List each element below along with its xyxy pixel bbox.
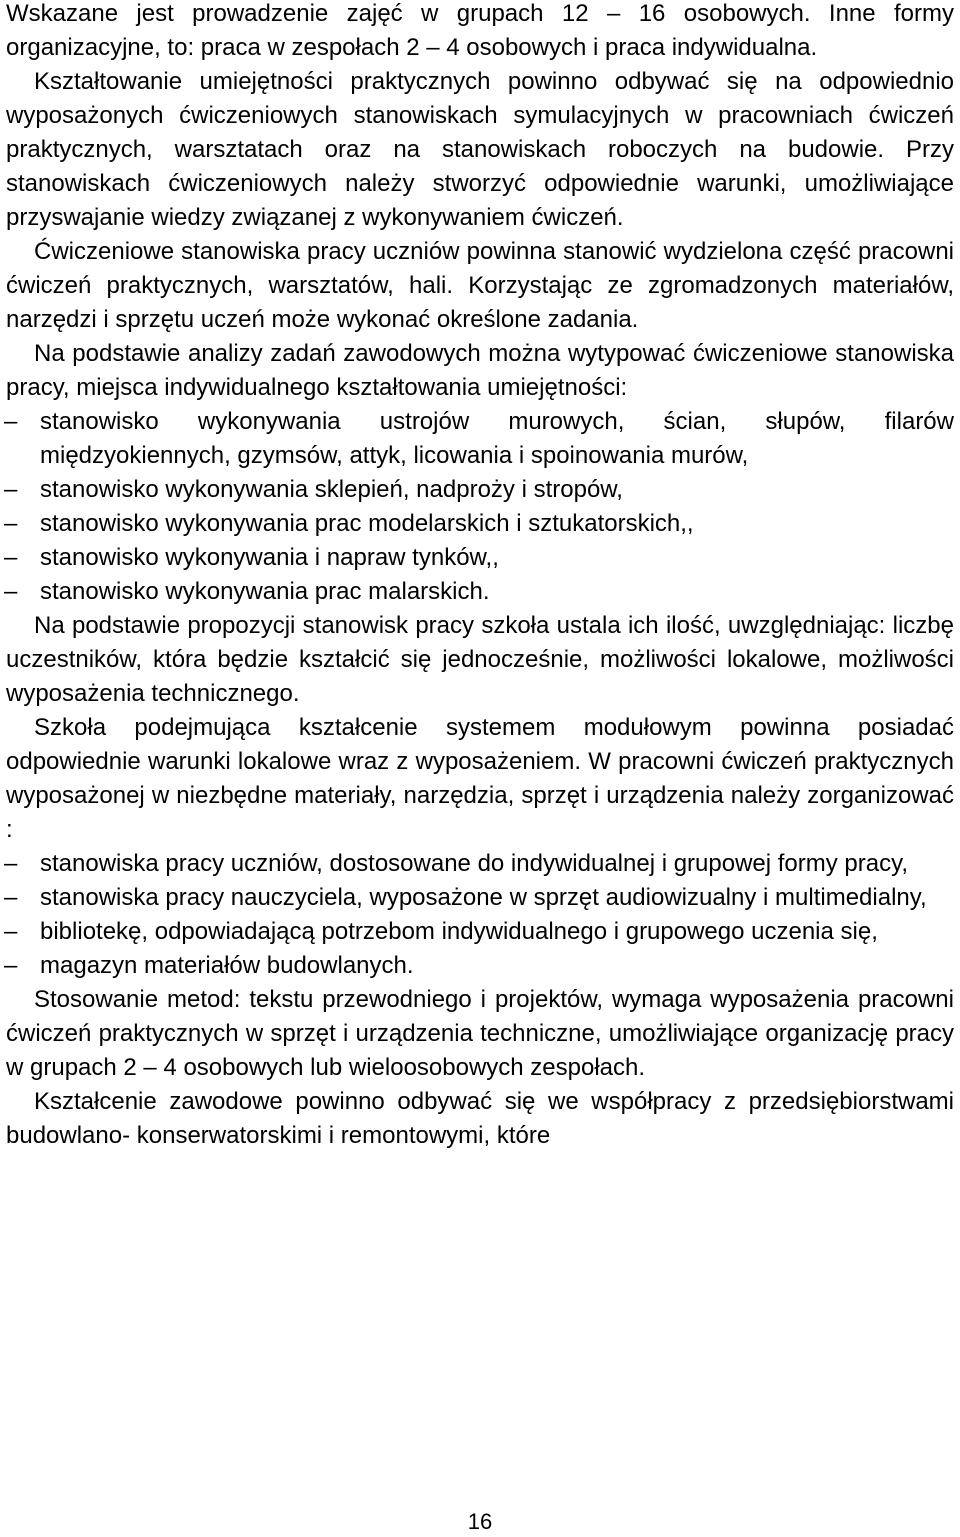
list-item-text: stanowisko wykonywania sklepień, nadproży i stropów, <box>40 476 623 503</box>
list-item <box>6 881 954 915</box>
paragraph: Kształtowanie umiejętności praktycznych powinno odbywać się na odpowiednio wyposażonych ćwiczeniowych stanowiskach symulacyjnych w pracowniach ćwiczeń praktycznych, warsztatach oraz na stanowiskach roboczych na budowie. Przy stanowiskach ćwiczeniowych należy stworzyć odpowiednie warunki, umożliwiające przyswajanie wiedzy związanej z wykonywaniem ćwiczeń. <box>6 68 954 231</box>
dash-bullet: – <box>4 578 18 605</box>
list-item-text: stanowisko wykonywania prac modelarskich i sztukatorskich,, <box>40 510 694 537</box>
dash-bullet: – <box>4 510 18 537</box>
list-item-text: stanowisko wykonywania i napraw tynków,, <box>40 544 499 571</box>
list-item <box>6 915 954 949</box>
page-number: 16 <box>467 1509 493 1534</box>
list-item <box>6 405 954 473</box>
dash-bullet: – <box>4 476 18 503</box>
paragraph: Stosowanie metod: tekstu przewodniego i projektów, wymaga wyposażenia pracowni ćwiczeń praktycznych w sprzęt i urządzenia techniczne, umożliwiające organizację pracy w grupach 2 – 4 osobowych lub wieloosobowych zespołach. <box>6 986 954 1081</box>
dash-bullet: – <box>4 408 18 435</box>
list-item-text: stanowisko wykonywania ustrojów murowych, ścian, słupów, filarów międzyokiennych, gzymsów, attyk, licowania i spoinowania murów, <box>40 408 954 469</box>
list-item <box>6 949 954 983</box>
list-item <box>6 575 954 609</box>
list-item <box>6 541 954 575</box>
paragraph: Na podstawie propozycji stanowisk pracy szkoła ustala ich ilość, uwzględniając: liczbę uczestników, która będzie kształcić się jednocześnie, możliwości lokalowe, możliwości wyposażenia technicznego. <box>6 612 954 707</box>
list-item <box>6 847 954 881</box>
list-item-text: stanowiska pracy nauczyciela, wyposażone w sprzęt audiowizualny i multimedialny, <box>40 884 927 911</box>
paragraph: Na podstawie analizy zadań zawodowych można wytypować ćwiczeniowe stanowiska pracy, miejsca indywidualnego kształtowania umiejętności: <box>6 340 954 401</box>
equipment-list <box>6 847 954 983</box>
dash-bullet: – <box>4 952 18 979</box>
dash-bullet: – <box>4 850 18 877</box>
list-item-text: bibliotekę, odpowiadającą potrzebom indywidualnego i grupowego uczenia się, <box>40 918 878 945</box>
workstation-list <box>6 405 954 609</box>
paragraph: Wskazane jest prowadzenie zajęć w grupach 12 – 16 osobowych. Inne formy organizacyjne, to: praca w zespołach 2 – 4 osobowych i praca indywidualna. <box>6 0 954 61</box>
list-item-text: stanowisko wykonywania prac malarskich. <box>40 578 490 605</box>
list-item <box>6 473 954 507</box>
document-body <box>6 0 954 1153</box>
paragraph: Szkoła podejmująca kształcenie systemem modułowym powinna posiadać odpowiednie warunki lokalowe wraz z wyposażeniem. W pracowni ćwiczeń praktycznych wyposażonej w niezbędne materiały, narzędzia, sprzęt i urządzenia należy zorganizować : <box>6 714 954 843</box>
list-item-text: stanowiska pracy uczniów, dostosowane do indywidualnej i grupowej formy pracy, <box>40 850 908 877</box>
dash-bullet: – <box>4 918 18 945</box>
dash-bullet: – <box>4 544 18 571</box>
dash-bullet: – <box>4 884 18 911</box>
paragraph: Ćwiczeniowe stanowiska pracy uczniów powinna stanowić wydzielona część pracowni ćwiczeń praktycznych, warsztatów, hali. Korzystając ze zgromadzonych materiałów, narzędzi i sprzętu uczeń może wykonać określone zadania. <box>6 238 954 333</box>
list-item-text: magazyn materiałów budowlanych. <box>40 952 414 979</box>
list-item <box>6 507 954 541</box>
paragraph: Kształcenie zawodowe powinno odbywać się we współpracy z przedsiębiorstwami budowlano- konserwatorskimi i remontowymi, które <box>6 1088 954 1149</box>
